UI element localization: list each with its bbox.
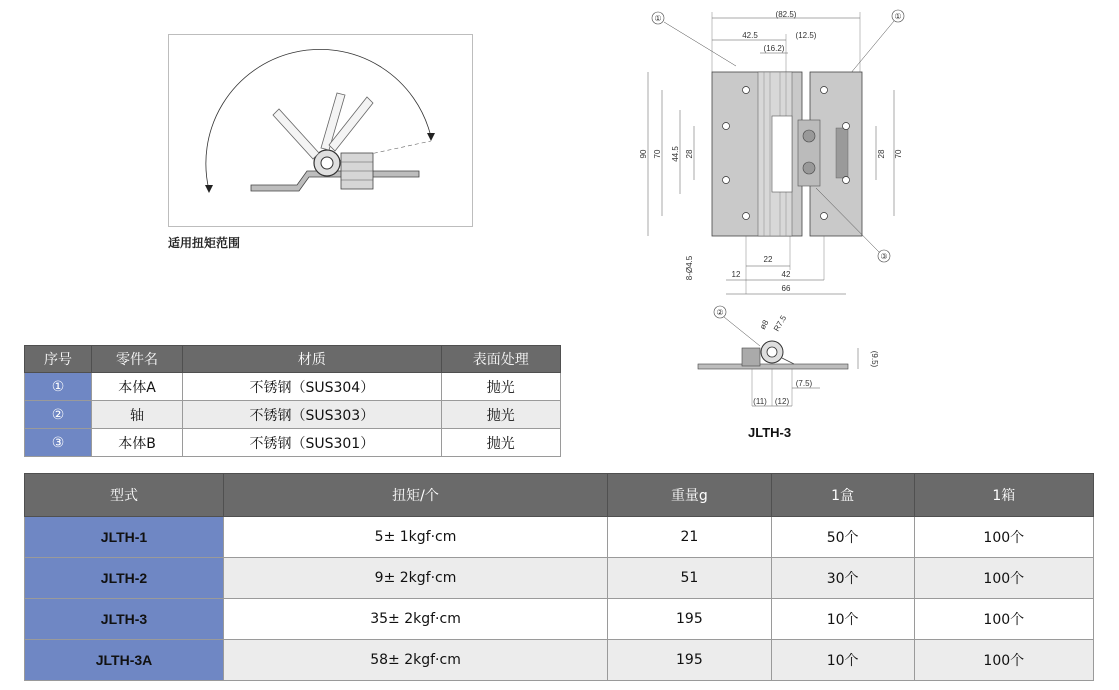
callout-2: ②: [716, 308, 724, 317]
col-header-material: 材质: [183, 346, 442, 373]
torque-cell: 5± 1kgf·cm: [224, 517, 608, 558]
hinge-base-plate: [251, 171, 419, 191]
case-cell: 100个: [914, 517, 1093, 558]
box-cell: 10个: [771, 599, 914, 640]
figure-caption: 适用扭矩范围: [168, 236, 241, 250]
model-cell: JLTH-3: [25, 599, 224, 640]
side-view-svg: [690, 302, 890, 414]
col-header-finish: 表面处理: [441, 346, 560, 373]
torque-cell: 35± 2kgf·cm: [224, 599, 608, 640]
part-material: 不锈钢（SUS301）: [183, 429, 442, 457]
part-no: ③: [25, 429, 92, 457]
dim-28-right: 28: [877, 149, 886, 159]
case-cell: 100个: [914, 640, 1093, 681]
dim-12-5: (12.5): [795, 31, 817, 40]
torque-range-figure: [168, 34, 473, 227]
part-name: 轴: [92, 401, 183, 429]
part-name: 本体A: [92, 373, 183, 401]
table-row: [25, 429, 561, 457]
case-cell: 100个: [914, 599, 1093, 640]
dim-11: (11): [753, 397, 767, 406]
dim-90: 90: [639, 149, 648, 159]
dim-7-5: (7.5): [795, 379, 813, 388]
table-row: [25, 517, 1094, 558]
dim-holes: 8-Ø4.5: [685, 255, 694, 281]
part-finish: 抛光: [441, 429, 560, 457]
callout-1-left: ①: [654, 14, 662, 23]
arc-arrow-right: [427, 133, 435, 141]
dim-66: 66: [781, 284, 791, 293]
col-header-no: 序号: [25, 346, 92, 373]
spec-table-header: [25, 474, 1094, 517]
parts-table-header: [25, 346, 561, 373]
dim-12-b: (12): [774, 397, 790, 406]
part-finish: 抛光: [441, 401, 560, 429]
col-header-box: 1盒: [771, 474, 914, 517]
dim-44-5: 44.5: [671, 146, 680, 162]
box-cell: 10个: [771, 640, 914, 681]
dim-82-5: (82.5): [775, 10, 797, 19]
col-header-model: 型式: [25, 474, 224, 517]
dim-28-left: 28: [685, 149, 694, 159]
dim-16-2: (16.2): [763, 44, 785, 53]
dim-70-left: 70: [653, 149, 662, 159]
parts-table: [24, 345, 561, 457]
callout-1-right: ①: [894, 12, 902, 21]
table-row: [25, 599, 1094, 640]
part-material: 不锈钢（SUS303）: [183, 401, 442, 429]
model-cell: JLTH-3A: [25, 640, 224, 681]
callout-3: ③: [880, 252, 888, 261]
dim-9-5: (9.5): [870, 350, 879, 368]
arm-position-1: [273, 109, 319, 159]
side-plate: [698, 364, 848, 369]
col-header-case: 1箱: [914, 474, 1093, 517]
part-material: 不锈钢（SUS304）: [183, 373, 442, 401]
spec-table: [24, 473, 1094, 681]
table-row: [25, 401, 561, 429]
dim-22: 22: [763, 255, 773, 264]
dim-70-right: 70: [894, 149, 903, 159]
weight-cell: 195: [608, 640, 772, 681]
weight-cell: 195: [608, 599, 772, 640]
box-cell: 50个: [771, 517, 914, 558]
part-finish: 抛光: [441, 373, 560, 401]
case-cell: 100个: [914, 558, 1093, 599]
weight-cell: 21: [608, 517, 772, 558]
dim-12: 12: [731, 270, 741, 279]
part-no: ①: [25, 373, 92, 401]
weight-cell: 51: [608, 558, 772, 599]
side-view-drawing: [690, 302, 890, 414]
dim-42-5: 42.5: [742, 31, 758, 40]
model-caption: JLTH-3: [748, 425, 792, 440]
col-header-name: 零件名: [92, 346, 183, 373]
arc-arrow-left: [205, 185, 213, 193]
torque-range-illustration: [169, 35, 474, 228]
model-cell: JLTH-1: [25, 517, 224, 558]
torque-cell: 58± 2kgf·cm: [224, 640, 608, 681]
box-cell: 30个: [771, 558, 914, 599]
col-header-weight: 重量g: [608, 474, 772, 517]
model-cell: JLTH-2: [25, 558, 224, 599]
table-row: [25, 373, 561, 401]
table-row: [25, 640, 1094, 681]
part-name: 本体B: [92, 429, 183, 457]
torque-cell: 9± 2kgf·cm: [224, 558, 608, 599]
part-no: ②: [25, 401, 92, 429]
col-header-torque: 扭矩/个: [224, 474, 608, 517]
front-view-svg: [640, 4, 902, 296]
dim-r7-5: R7.5: [771, 313, 789, 333]
table-row: [25, 558, 1094, 599]
dim-42: 42: [781, 270, 791, 279]
front-view-drawing: [640, 4, 902, 296]
dim-phi8: ø8: [757, 318, 771, 331]
